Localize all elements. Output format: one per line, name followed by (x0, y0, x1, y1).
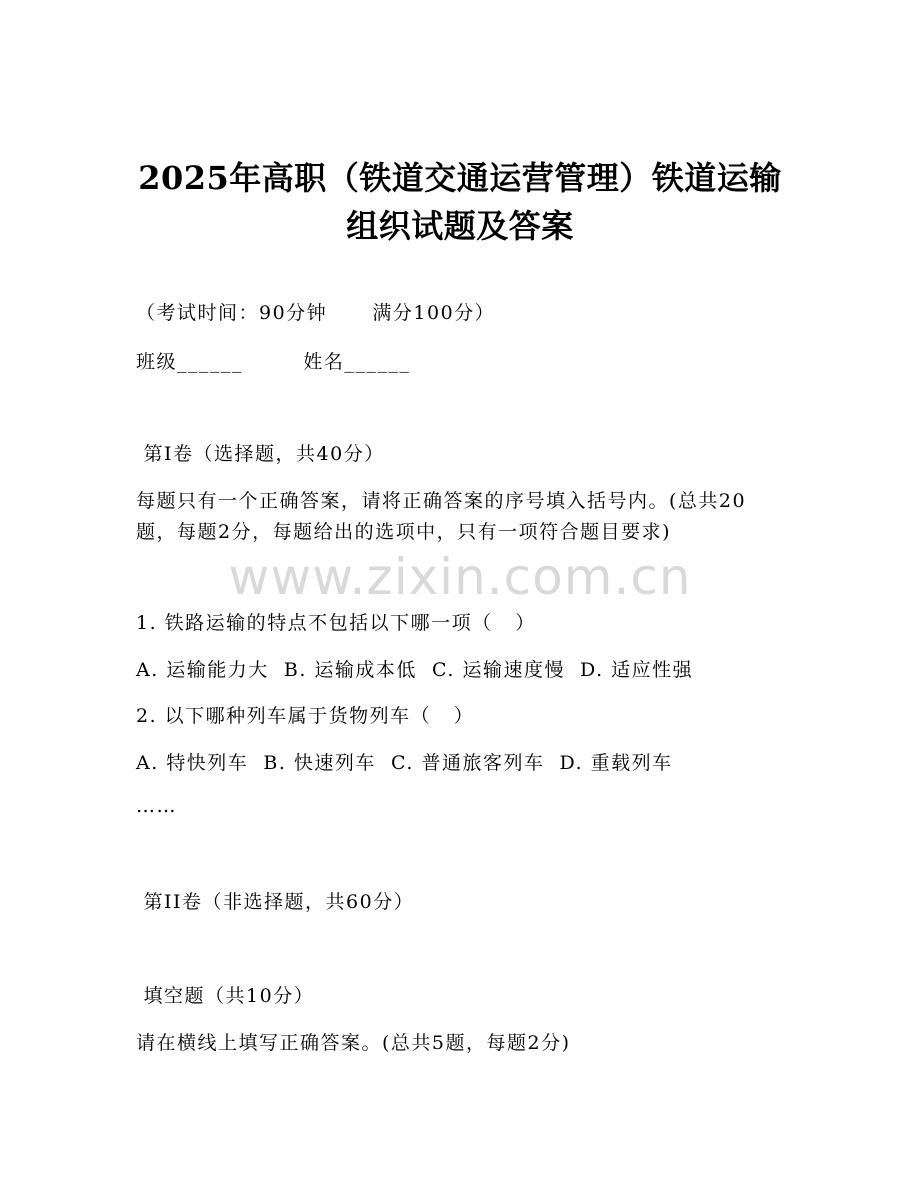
class-name-line: 班级______ 姓名______ (136, 351, 411, 373)
doc-title-line-1: 2025年高职（铁道交通运营管理）铁道运输 (138, 159, 782, 197)
section1-instruction-1: 每题只有一个正确答案，请将正确答案的序号填入括号内。(总共20 (136, 490, 747, 512)
question-1-options: A. 运输能力大 B. 运输成本低 C. 运输速度慢 D. 适应性强 (136, 659, 694, 681)
doc-title-line-2: 组织试题及答案 (346, 207, 574, 245)
section1-instruction-2: 题，每题2分，每题给出的选项中，只有一项符合题目要求) (136, 521, 672, 543)
section2-title: 第II卷（非选择题，共60分） (136, 891, 415, 913)
question-2-options: A. 特快列车 B. 快速列车 C. 普通旅客列车 D. 重载列车 (136, 752, 673, 774)
question-2-stem: 2. 以下哪种列车属于货物列车（ ） (136, 705, 475, 727)
ellipsis: …… (136, 795, 177, 817)
watermark: www.zixin.com.cn (228, 548, 692, 606)
exam-info: （考试时间：90分钟 满分100分） (136, 302, 496, 324)
fill-blank-title: 填空题（共10分） (136, 985, 315, 1007)
fill-blank-instruction: 请在横线上填写正确答案。(总共5题，每题2分) (136, 1032, 571, 1054)
section1-title: 第I卷（选择题，共40分） (136, 443, 385, 465)
question-1-stem: 1. 铁路运输的特点不包括以下哪一项（ ） (136, 612, 536, 634)
